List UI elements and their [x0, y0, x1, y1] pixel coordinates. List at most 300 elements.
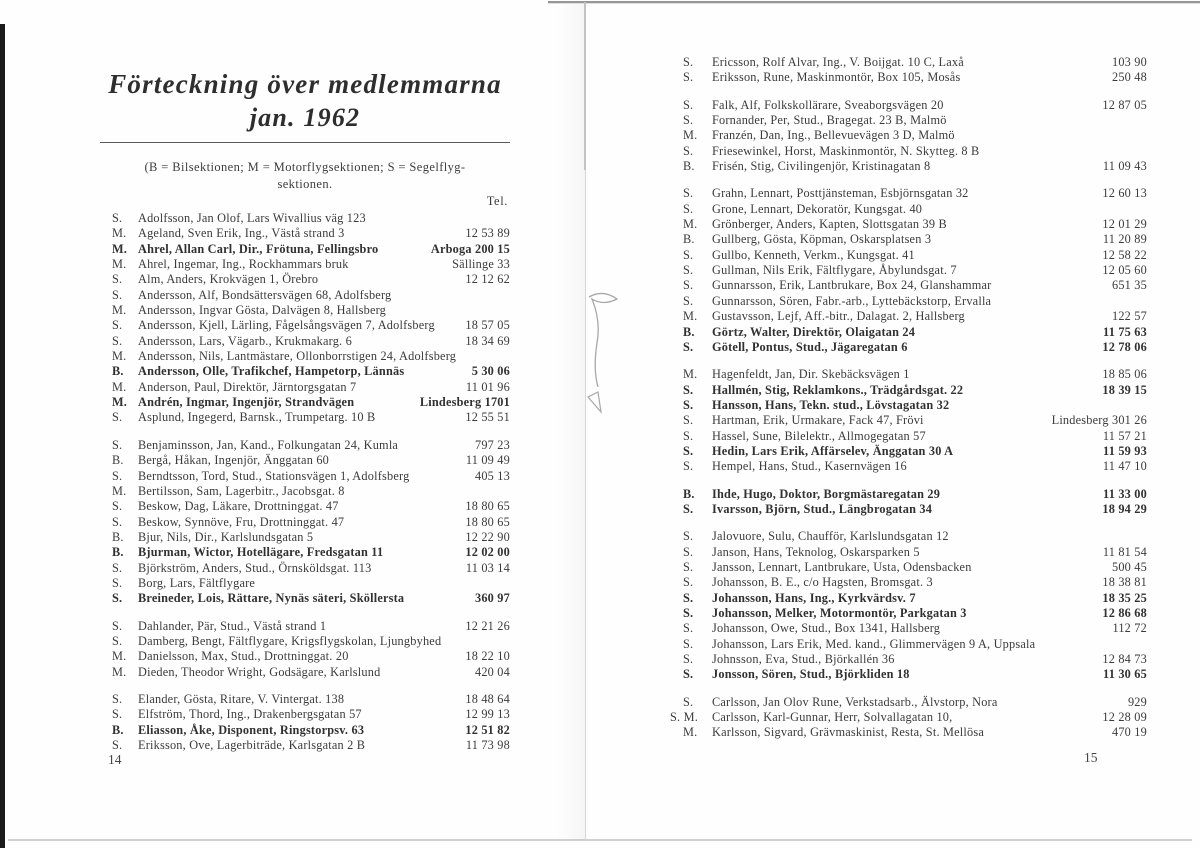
member-entry-text: Benjaminsson, Jan, Kand., Folkungatan 24, Kumla: [138, 437, 399, 452]
directory-row: [100, 561, 510, 576]
directory-row: [655, 309, 1147, 324]
member-entry-text: Hartman, Erik, Urmakare, Fack 47, Frövi: [712, 413, 924, 428]
right-page: [655, 50, 1147, 741]
member-entry-text: Breineder, Lois, Rättare, Nynäs säteri, Sköllersta: [138, 591, 405, 606]
member-entry-text: Fornander, Per, Stud., Bragegat. 23 B, Malmö: [712, 113, 947, 128]
phone-number: 12 84 73: [1102, 652, 1147, 667]
section-letter: S.: [683, 443, 694, 458]
section-letter: B.: [112, 545, 124, 560]
member-entry-text: Hallmén, Stig, Reklamkons., Trädgårdsgat. 22: [712, 382, 964, 397]
member-entry-text: Andersson, Kjell, Lärling, Fågelsångsvägen 7, Adolfsberg: [138, 318, 435, 333]
section-letter: S.: [112, 514, 123, 529]
member-entry-text: Gullberg, Gösta, Köpman, Oskarsplatsen 3: [712, 232, 932, 247]
member-entry-text: Borg, Lars, Fältflygare: [138, 575, 256, 590]
directory-row: [100, 738, 510, 753]
section-letter: S.: [683, 113, 694, 128]
member-entry-text: Dahlander, Pär, Stud., Västå strand 1: [138, 618, 327, 633]
member-entry-text: Hansson, Hans, Tekn. stud., Lövstagatan 32: [712, 397, 950, 412]
directory-row: [100, 692, 510, 707]
member-entry-text: Eriksson, Ove, Lagerbiträde, Karlsgatan 2 B: [138, 738, 366, 752]
page-top-edge-soft: [548, 3, 1200, 4]
member-entry-text: Andersson, Lars, Vägarb., Krukmakarg. 6: [138, 333, 352, 348]
directory-group: [655, 487, 1147, 518]
section-letter: M.: [112, 649, 127, 664]
directory-row: [655, 710, 1147, 725]
phone-number: 103 90: [1111, 55, 1147, 69]
directory-row: [655, 159, 1147, 174]
center-gutter-line-top: [584, 2, 586, 170]
phone-number: 18 80 65: [465, 499, 510, 514]
member-entry-text: Johansson, Melker, Motormontör, Parkgatan 3: [712, 606, 967, 620]
section-letter: M.: [112, 349, 127, 364]
member-entry-text: Eliasson, Åke, Disponent, Ringstorpsv. 63: [138, 722, 365, 737]
phone-number: 11 20 89: [1102, 232, 1147, 247]
section-letter: S.: [112, 499, 123, 514]
phone-number: 12 99 13: [465, 707, 510, 722]
section-letter: B.: [683, 232, 695, 247]
member-entry-text: Carlsson, Karl-Gunnar, Herr, Solvallagatan 10,: [712, 710, 953, 725]
phone-number: 11 30 65: [1103, 667, 1147, 682]
directory-row: [655, 545, 1147, 560]
section-letter: M.: [683, 367, 698, 382]
member-entry-text: Ahrel, Ingemar, Ing., Rockhammars bruk: [138, 257, 349, 272]
member-entry-text: Björkström, Anders, Stud., Örnsköldsgat. 113: [138, 560, 372, 575]
section-letter: S.: [683, 186, 694, 201]
member-entry-text: Dieden, Theodor Wright, Godsägare, Karlslund: [138, 664, 381, 679]
member-entry-text: Andersson, Ingvar Gösta, Dalvägen 8, Hallsberg: [138, 303, 387, 318]
phone-number: 18 35 25: [1102, 590, 1147, 605]
section-letter: S.: [683, 621, 694, 636]
section-letter: S.: [683, 201, 694, 216]
directory-row: [100, 530, 510, 545]
phone-number: 250 48: [1111, 70, 1147, 85]
directory-row: [655, 367, 1147, 382]
phone-number: 18 57 05: [465, 318, 510, 333]
member-entry-text: Karlsson, Sigvard, Grävmaskinist, Resta, St. Mellösa: [712, 725, 985, 740]
phone-number: 12 55 51: [465, 410, 510, 425]
section-letter: S.: [683, 397, 694, 412]
directory-row: [100, 318, 510, 333]
page-title: [100, 68, 510, 136]
directory-row: [655, 502, 1147, 517]
section-letter: S.: [683, 694, 694, 709]
directory-row: [655, 217, 1147, 232]
directory-row: [100, 380, 510, 395]
section-letter: M.: [112, 664, 127, 679]
directory-row: [100, 438, 510, 453]
member-entry-text: Hempel, Hans, Stud., Kasernvägen 16: [712, 459, 907, 474]
section-letter: S.: [683, 143, 694, 158]
member-entry-text: Andrén, Ingmar, Ingenjör, Strandvägen: [138, 395, 355, 410]
directory-row: [100, 211, 510, 226]
directory-row: [655, 413, 1147, 428]
phone-number: 11 03 14: [465, 560, 510, 575]
phone-number: 12 01 29: [1102, 217, 1147, 232]
member-entry-text: Grönberger, Anders, Kapten, Slottsgatan 39 B: [712, 217, 947, 232]
directory-row: [655, 144, 1147, 159]
phone-number: 18 94 29: [1102, 501, 1147, 516]
directory-row: [100, 334, 510, 349]
directory-row: [655, 278, 1147, 293]
left-page-entries: [100, 211, 510, 753]
section-letter: S.: [683, 97, 694, 112]
section-letter: M.: [112, 483, 127, 498]
directory-row: [100, 484, 510, 499]
directory-group: [100, 211, 510, 426]
directory-row: [100, 410, 510, 425]
phone-number: 929: [1127, 694, 1147, 709]
directory-group: [655, 695, 1147, 741]
directory-row: [655, 652, 1147, 667]
directory-row: [100, 469, 510, 484]
directory-row: [655, 70, 1147, 85]
member-entry-text: Franzén, Dan, Ing., Bellevuevägen 3 D, Malmö: [712, 128, 955, 143]
directory-row: [100, 364, 510, 379]
section-letter: S.: [683, 606, 694, 620]
directory-row: [655, 591, 1147, 606]
phone-number: 11 73 98: [465, 738, 510, 752]
directory-row: [100, 453, 510, 468]
directory-row: [655, 98, 1147, 113]
member-entry-text: Andersson, Olle, Trafikchef, Hampetorp, Lännäs: [138, 364, 405, 379]
directory-row: [655, 444, 1147, 459]
directory-row: [100, 349, 510, 364]
section-letter: S.: [683, 263, 694, 278]
member-entry-text: Götell, Pontus, Stud., Jägaregatan 6: [712, 339, 908, 354]
directory-row: [655, 487, 1147, 502]
member-entry-text: Danielsson, Max, Stud., Drottninggat. 20: [138, 649, 349, 664]
directory-group: [100, 692, 510, 753]
directory-row: [100, 257, 510, 272]
section-letter: S.: [112, 633, 123, 648]
directory-row: [100, 303, 510, 318]
directory-row: [655, 340, 1147, 355]
member-entry-text: Ihde, Hugo, Doktor, Borgmästaregatan 29: [712, 486, 941, 501]
section-letter: S.: [683, 339, 694, 354]
section-letter: S.: [112, 287, 123, 302]
member-entry-text: Ageland, Sven Erik, Ing., Västå strand 3: [138, 226, 345, 241]
section-letter: S.: [683, 55, 694, 69]
phone-number: 11 57 21: [1102, 428, 1147, 443]
section-letter: S.: [683, 382, 694, 397]
section-letter: B.: [112, 364, 124, 379]
section-letter: S.: [683, 636, 694, 651]
phone-number: 5 30 06: [471, 364, 510, 379]
directory-row: [100, 723, 510, 738]
directory-row: [100, 649, 510, 664]
directory-row: [100, 619, 510, 634]
phone-number: 12 78 06: [1102, 339, 1147, 354]
section-letter: S.: [112, 333, 123, 348]
member-entry-text: Jalovuore, Sulu, Chaufför, Karlslundsgatan 12: [712, 529, 949, 544]
directory-row: [655, 202, 1147, 217]
member-entry-text: Bertilsson, Sam, Lagerbitr., Jacobsgat. 8: [138, 483, 345, 498]
section-letter: S.: [112, 591, 123, 606]
left-page: [100, 52, 510, 753]
member-entry-text: Görtz, Walter, Direktör, Olaigatan 24: [712, 324, 916, 339]
member-entry-text: Jonsson, Sören, Stud., Björkliden 18: [712, 667, 910, 682]
phone-number: Arboga 200 15: [430, 241, 510, 256]
member-entry-text: Ericsson, Rolf Alvar, Ing., V. Boijgat. 10 C, Laxå: [712, 55, 964, 69]
phone-number: 12 22 90: [465, 529, 510, 544]
member-entry-text: Asplund, Ingegerd, Barnsk., Trumpetarg. 10 B: [138, 410, 376, 425]
directory-row: [655, 186, 1147, 201]
section-letter: B.: [112, 529, 124, 544]
directory-group: [655, 367, 1147, 474]
section-letter: B.: [683, 324, 695, 339]
section-letter: M.: [112, 226, 127, 241]
legend-line-1: (B = Bilsektionen; M = Motorflygsektionen; S = Segelflyg-: [144, 160, 466, 174]
phone-number: 651 35: [1111, 278, 1147, 293]
member-entry-text: Elander, Gösta, Ritare, V. Vintergat. 138: [138, 691, 345, 706]
page-number-right: 15: [1084, 750, 1098, 765]
member-entry-text: Johnsson, Eva, Stud., Björkallén 36: [712, 652, 895, 667]
section-letter: S.: [683, 529, 694, 544]
legend-line-2: sektionen.: [277, 177, 333, 191]
section-letter: S.: [683, 544, 694, 559]
section-letter: S.: [112, 318, 123, 333]
section-letter: S.: [683, 293, 694, 308]
section-letter: S. M.: [670, 710, 698, 725]
section-letter: S.: [683, 559, 694, 574]
section-letter: S.: [683, 575, 694, 590]
member-entry-text: Johansson, Hans, Ing., Kyrkvärdsv. 7: [712, 590, 916, 605]
phone-number: 11 47 10: [1102, 459, 1147, 474]
phone-number: 12 86 68: [1102, 606, 1147, 620]
phone-number: 12 51 82: [465, 722, 510, 737]
member-entry-text: Andersson, Alf, Bondsättersvägen 68, Adolfsberg: [138, 287, 392, 302]
directory-row: [655, 113, 1147, 128]
phone-number: 420 04: [474, 664, 510, 679]
phone-number: 18 22 10: [465, 649, 510, 664]
directory-row: [100, 591, 510, 606]
phone-number: 18 34 69: [465, 333, 510, 348]
section-letter: B.: [112, 722, 124, 737]
member-entry-text: Bjurman, Wictor, Hotellägare, Fredsgatan 11: [138, 545, 384, 560]
member-entry-text: Ahrel, Allan Carl, Dir., Frötuna, Fellingsbro: [138, 241, 379, 256]
phone-number: 797 23: [474, 437, 510, 452]
phone-number: 12 60 13: [1102, 186, 1147, 201]
section-letter: S.: [112, 691, 123, 706]
page-number-left: 14: [108, 752, 122, 767]
member-entry-text: Gunnarsson, Sören, Fabr.-arb., Lyttebäckstorp, Ervalla: [712, 293, 992, 308]
binding-stitch-icon: [575, 285, 620, 425]
phone-number: 12 21 26: [465, 618, 510, 633]
section-letter: M.: [112, 257, 127, 272]
section-letter: S.: [112, 618, 123, 633]
phone-number: 405 13: [474, 468, 510, 483]
phone-number: 12 02 00: [465, 545, 510, 560]
phone-number: 11 59 93: [1103, 443, 1147, 458]
phone-number: 12 28 09: [1102, 710, 1147, 725]
member-entry-text: Andersson, Nils, Lantmästare, Ollonborrstigen 24, Adolfsberg: [138, 349, 457, 364]
directory-row: [655, 667, 1147, 682]
phone-number: 112 72: [1112, 621, 1147, 636]
directory-row: [655, 128, 1147, 143]
section-letter: M.: [683, 217, 698, 232]
member-entry-text: Elfström, Thord, Ing., Drakenbergsgatan 57: [138, 707, 362, 722]
section-letter: S.: [683, 652, 694, 667]
phone-number: 18 80 65: [465, 514, 510, 529]
member-entry-text: Gullbo, Kenneth, Verkm., Kungsgat. 41: [712, 247, 915, 262]
section-letter: B.: [683, 486, 695, 501]
phone-number: 12 87 05: [1102, 97, 1147, 112]
section-letter: M.: [683, 725, 698, 740]
directory-row: [100, 665, 510, 680]
directory-row: [655, 725, 1147, 740]
directory-row: [100, 576, 510, 591]
phone-number: 12 53 89: [465, 226, 510, 241]
directory-row: [100, 499, 510, 514]
directory-row: [655, 606, 1147, 621]
section-letter: M.: [112, 303, 127, 318]
member-entry-text: Grone, Lennart, Dekoratör, Kungsgat. 40: [712, 201, 923, 216]
member-entry-text: Falk, Alf, Folkskollärare, Sveaborgsvägen 20: [712, 97, 944, 112]
member-entry-text: Bjur, Nils, Dir., Karlslundsgatan 5: [138, 529, 314, 544]
phone-number: 12 12 62: [465, 272, 510, 287]
right-page-entries: [655, 55, 1147, 741]
directory-row: [100, 634, 510, 649]
directory-group: [100, 619, 510, 680]
section-letter: S.: [112, 707, 123, 722]
section-letter: M.: [683, 128, 698, 143]
directory-row: [655, 695, 1147, 710]
phone-number: 11 75 63: [1103, 324, 1147, 339]
member-entry-text: Ivarsson, Björn, Stud., Längbrogatan 34: [712, 501, 933, 516]
member-entry-text: Bergå, Håkan, Ingenjör, Änggatan 60: [138, 453, 330, 468]
member-entry-text: Grahn, Lennart, Posttjänsteman, Esbjörnsgatan 32: [712, 186, 969, 201]
directory-row: [100, 272, 510, 287]
title-line-1: Förteckning över medlemmarna: [108, 69, 502, 99]
directory-row: [655, 398, 1147, 413]
section-letter: S.: [112, 437, 123, 452]
directory-row: [655, 232, 1147, 247]
directory-row: [655, 263, 1147, 278]
phone-number: 11 01 96: [465, 379, 510, 394]
section-letter: S.: [683, 501, 694, 516]
member-entry-text: Gustavsson, Lejf, Aff.-bitr., Dalagat. 2, Hallsberg: [712, 309, 965, 324]
member-entry-text: Frisén, Stig, Civilingenjör, Kristinagatan 8: [712, 159, 931, 174]
section-letter: S.: [112, 468, 123, 483]
member-entry-text: Alm, Anders, Krokvägen 1, Örebro: [138, 272, 319, 287]
directory-row: [100, 545, 510, 560]
title-line-2: jan. 1962: [249, 103, 361, 132]
section-letter: M.: [683, 309, 698, 324]
section-letter: S.: [112, 560, 123, 575]
directory-row: [100, 288, 510, 303]
section-letter: B.: [112, 453, 124, 468]
member-entry-text: Beskow, Dag, Läkare, Drottninggat. 47: [138, 499, 339, 514]
section-letter: S.: [112, 272, 123, 287]
directory-row: [655, 575, 1147, 590]
member-entry-text: Gunnarsson, Erik, Lantbrukare, Box 24, Glanshammar: [712, 278, 992, 293]
directory-row: [655, 248, 1147, 263]
phone-number: 12 05 60: [1102, 263, 1147, 278]
phone-number: Sällinge 33: [452, 257, 510, 272]
directory-row: [100, 707, 510, 722]
member-entry-text: Beskow, Synnöve, Fru, Drottninggat. 47: [138, 514, 345, 529]
directory-row: [655, 325, 1147, 340]
section-letter: S.: [683, 247, 694, 262]
section-letter: S.: [683, 413, 694, 428]
phone-number: 18 39 15: [1102, 382, 1147, 397]
section-letter: S.: [683, 667, 694, 682]
section-letter: S.: [112, 211, 123, 225]
directory-row: [655, 529, 1147, 544]
directory-row: [655, 383, 1147, 398]
phone-number: 11 81 54: [1102, 544, 1147, 559]
phone-number: 122 57: [1111, 309, 1147, 324]
member-entry-text: Berndtsson, Tord, Stud., Stationsvägen 1, Adolfsberg: [138, 468, 410, 483]
directory-row: [100, 242, 510, 257]
phone-number: 470 19: [1111, 725, 1147, 740]
section-letter: S.: [683, 459, 694, 474]
section-letter: S.: [683, 590, 694, 605]
member-entry-text: Gullman, Nils Erik, Fältflygare, Åbylundsgat. 7: [712, 263, 957, 278]
directory-row: [100, 226, 510, 241]
directory-row: [655, 55, 1147, 70]
phone-number: 11 09 49: [465, 453, 510, 468]
phone-number: 500 45: [1111, 559, 1147, 574]
directory-group: [655, 529, 1147, 682]
phone-number: 18 85 06: [1102, 367, 1147, 382]
directory-group: [655, 55, 1147, 86]
member-entry-text: Damberg, Bengt, Fältflygare, Krigsflygskolan, Ljungbyhed: [138, 633, 442, 648]
directory-group: [655, 186, 1147, 355]
member-entry-text: Johansson, Lars Erik, Med. kand., Glimmervägen 9 A, Uppsala: [712, 636, 1036, 651]
phone-number: 360 97: [474, 591, 510, 606]
directory-row: [655, 294, 1147, 309]
member-entry-text: Jansson, Lennart, Lantbrukare, Usta, Odensbacken: [712, 559, 972, 574]
directory-row: [100, 515, 510, 530]
directory-group: [655, 98, 1147, 175]
directory-row: [655, 429, 1147, 444]
member-entry-text: Friesewinkel, Horst, Maskinmontör, N. Skytteg. 8 B: [712, 143, 980, 158]
section-letter: S.: [683, 70, 694, 85]
directory-group: [100, 438, 510, 607]
member-entry-text: Johansson, Owe, Stud., Box 1341, Hallsberg: [712, 621, 941, 636]
section-letter: B.: [683, 159, 695, 174]
directory-row: [100, 395, 510, 410]
section-letter: S.: [112, 575, 123, 590]
section-letter: M.: [112, 395, 128, 410]
directory-row: [655, 459, 1147, 474]
section-legend: [100, 159, 510, 193]
member-entry-text: Adolfsson, Jan Olof, Lars Wivallius väg 123: [138, 211, 366, 225]
directory-row: [655, 560, 1147, 575]
member-entry-text: Eriksson, Rune, Maskinmontör, Box 105, Mosås: [712, 70, 961, 85]
page-bottom-edge: [8, 839, 1192, 841]
section-letter: M.: [112, 379, 127, 394]
section-letter: S.: [683, 428, 694, 443]
section-letter: S.: [112, 738, 123, 752]
phone-number: 18 38 81: [1102, 575, 1147, 590]
directory-row: [655, 621, 1147, 636]
directory-row: [655, 637, 1147, 652]
tel-column-header: Tel.: [486, 194, 508, 208]
member-entry-text: Anderson, Paul, Direktör, Järntorgsgatan 7: [138, 379, 357, 394]
member-entry-text: Hedin, Lars Erik, Affärselev, Änggatan 30 A: [712, 443, 954, 458]
phone-number: 11 09 43: [1102, 159, 1147, 174]
phone-number: Lindesberg 1701: [419, 395, 510, 410]
phone-number: 12 58 22: [1102, 247, 1147, 262]
phone-number: Lindesberg 301 26: [1051, 413, 1147, 428]
phone-number: 18 48 64: [465, 691, 510, 706]
member-entry-text: Janson, Hans, Teknolog, Oskarsparken 5: [712, 544, 920, 559]
phone-number: 11 33 00: [1103, 486, 1147, 501]
section-letter: M.: [112, 241, 128, 256]
book-spine-edge: [0, 24, 5, 848]
